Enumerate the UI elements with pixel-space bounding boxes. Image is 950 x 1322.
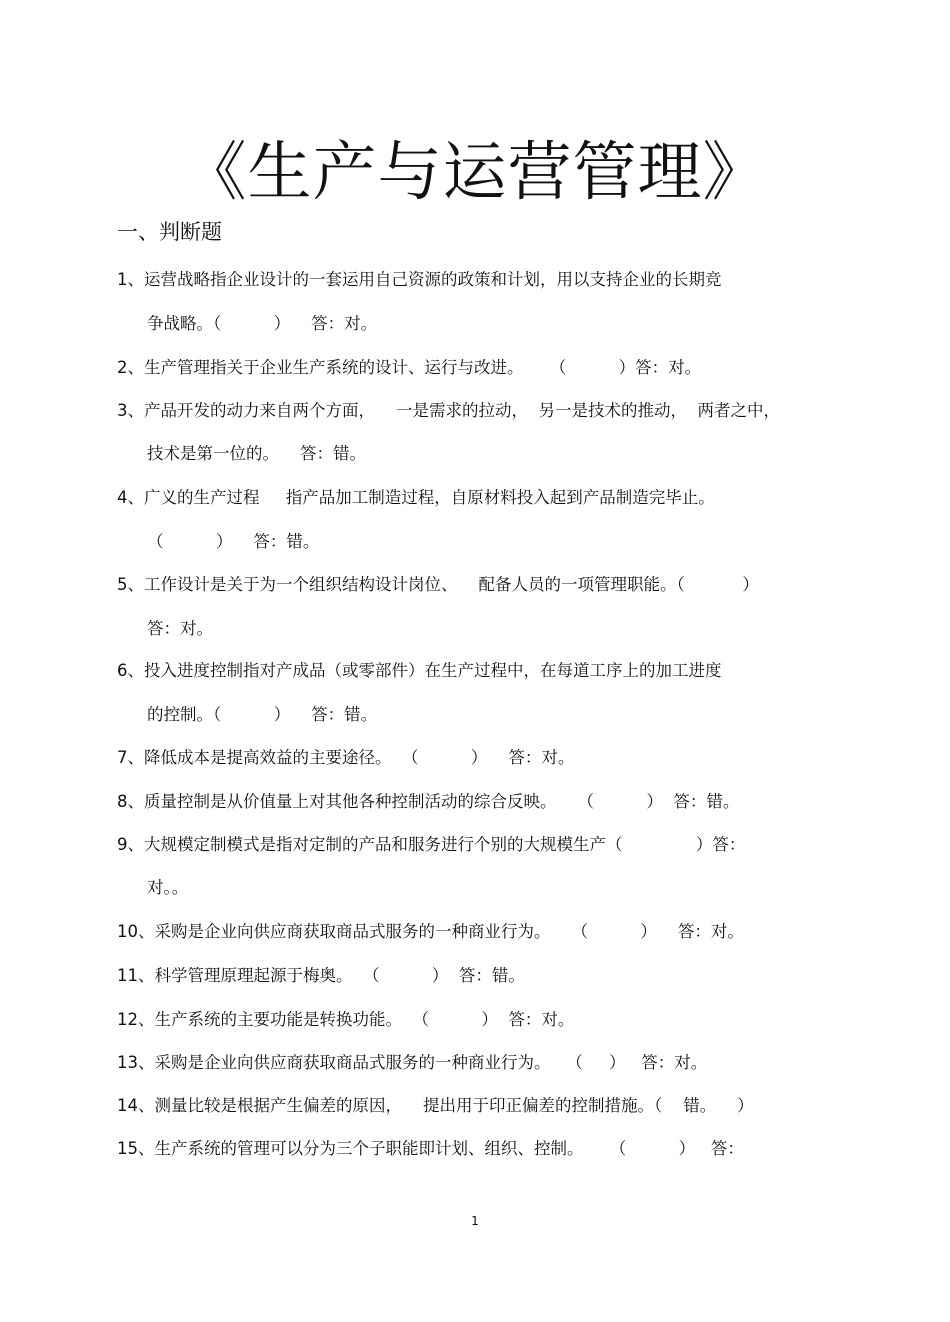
question-4-line-2: （ ） 答：错。 <box>147 532 320 551</box>
question-5-line-2: 答：对。 <box>147 619 213 638</box>
question-5-line-1: 5、工作设计是关于为一个组织结构设计岗位、 配备人员的一项管理职能。（ ） <box>117 575 759 594</box>
question-7-line-1: 7、降低成本是提高效益的主要途径。 （ ） 答：对。 <box>117 748 575 767</box>
question-6-line-2: 的控制。（ ） 答：错。 <box>147 705 378 724</box>
question-3-line-1: 3、产品开发的动力来自两个方面， 一是需求的拉动， 另一是技术的推动， 两者之中， <box>117 401 780 420</box>
question-1-line-1: 1、运营战略指企业设计的一套运用自己资源的政策和计划，用以支持企业的长期竞 <box>117 270 722 289</box>
question-2-line-1: 2、生产管理指关于企业生产系统的设计、运行与改进。 （ ）答：对。 <box>117 358 702 377</box>
question-10-line-1: 10、采购是企业向供应商获取商品式服务的一种商业行为。 （ ） 答：对。 <box>117 922 744 941</box>
question-3-line-2: 技术是第一位的。 答：错。 <box>147 444 366 463</box>
section-heading: 一、判断题 <box>117 220 222 244</box>
document-title: 《生产与运营管理》 <box>182 136 768 210</box>
question-13-line-1: 13、采购是企业向供应商获取商品式服务的一种商业行为。 （ ） 答：对。 <box>117 1053 708 1072</box>
question-6-line-1: 6、投入进度控制指对产成品（或零部件）在生产过程中，在每道工序上的加工进度 <box>117 661 722 680</box>
page-number: 1 <box>471 1214 479 1228</box>
question-9-line-2: 对。。 <box>147 878 189 897</box>
question-11-line-1: 11、科学管理原理起源于梅奥。 （ ） 答：错。 <box>117 966 525 985</box>
question-14-line-1: 14、测量比较是根据产生偏差的原因， 提出用于印正偏差的控制措施。（ 错。 ） <box>117 1096 754 1115</box>
question-9-line-1: 9、大规模定制模式是指对定制的产品和服务进行个别的大规模生产（ ）答： <box>117 835 746 854</box>
question-1-line-2: 争战略。（ ） 答：对。 <box>147 314 378 333</box>
question-15-line-1: 15、生产系统的管理可以分为三个子职能即计划、组织、控制。 （ ） 答： <box>117 1139 744 1158</box>
question-12-line-1: 12、生产系统的主要功能是转换功能。 （ ） 答：对。 <box>117 1010 575 1029</box>
question-4-line-1: 4、广义的生产过程 指产品加工制造过程，自原材料投入起到产品制造完毕止。 <box>117 488 715 507</box>
question-8-line-1: 8、质量控制是从价值量上对其他各种控制活动的综合反映。 （ ） 答：错。 <box>117 792 740 811</box>
